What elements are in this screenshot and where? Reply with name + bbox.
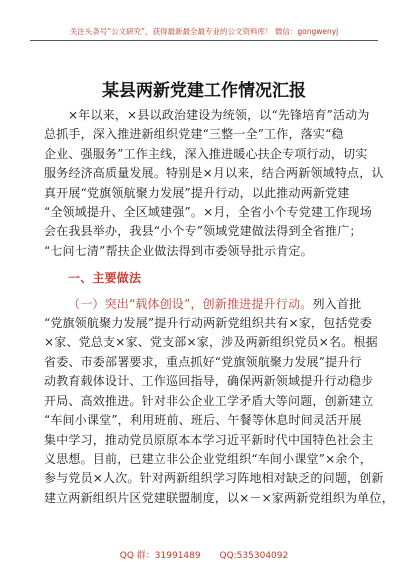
intro-line: ×年以来，×县以政治建设为统领，以“先锋培育”活动为	[68, 108, 370, 122]
subsection-heading: （一）突出“载体创设”，创新推进提升行动。	[68, 296, 313, 311]
section-heading: 一、主要做法	[68, 271, 142, 286]
subsection-tail: 列入首批	[312, 296, 362, 311]
section-line: 动教育载体设计、工作巡回指导，确保两新领域提升行动稳步	[44, 374, 374, 389]
section-line: “车间小课堂”，利用班前、班后、午餐等休息时间灵活开展	[44, 413, 362, 428]
section-line: 义思想。目前，已建立非公企业党组织“车间小课堂”×余个，	[44, 451, 372, 466]
intro-line: 总抓手，深入推进新组织党建“三整一全”工作，落实“稳	[44, 127, 344, 142]
footer-qq-group: QQ 群：31991489	[119, 551, 201, 561]
section-line: 省委、市委部署要求，重点抓好“党旗领航聚力发展”提升行	[44, 354, 362, 369]
header-divider	[30, 40, 378, 41]
footer-qq: QQ:535304092	[219, 551, 289, 561]
section-line: 开局、高效推进。针对非公企业工学矛盾大等问题，创新建立	[44, 393, 374, 408]
section-line: 参与党员×人次。针对两新组织学习阵地相对缺乏的问题，创新	[44, 471, 384, 486]
document-title: 某县两新党建工作情况汇报	[102, 81, 306, 101]
intro-line: “七问七清”帮扶企业做法得到市委领导批示肯定。	[44, 243, 313, 258]
intro-line: 服务经济高质量发展。特别是×月以来，结合两新领域特点，认	[44, 166, 384, 181]
header-note: 关注头条号“公文研究”，获得最新最全最专业的公文资料库！ 微信：gongwenyj	[69, 27, 339, 36]
section-line: “党旗领航聚力发展”提升行动两新党组织共有×家，包括党委	[44, 316, 372, 331]
intro-line: 企业、强服务”工作主线，深入推进暖心扶企专项行动，切实	[44, 146, 368, 161]
footer-contact	[0, 548, 408, 561]
intro-line: 真开展“党旗领航聚力发展”提升行动，以此推动两新党建	[44, 185, 350, 200]
section-line: 集中学习，推动党员原原本本学习近平新时代中国特色社会主	[44, 432, 374, 447]
section-line: ×家、党总支×家、党支部×家，涉及两新组织党员×名。根据	[44, 335, 378, 350]
document-body	[44, 106, 394, 508]
intro-line: 会在我县举办，我县“小个专”领域党建做法得到全省推广；	[44, 224, 362, 239]
section-line: 建立两新组织片区党建联盟制度，以×－×家两新党组织为单位，	[44, 490, 394, 505]
intro-line: “全领域提升、全区域建强”。×月，全省小个专党建工作现场	[44, 205, 372, 220]
subsection-line	[44, 295, 362, 314]
